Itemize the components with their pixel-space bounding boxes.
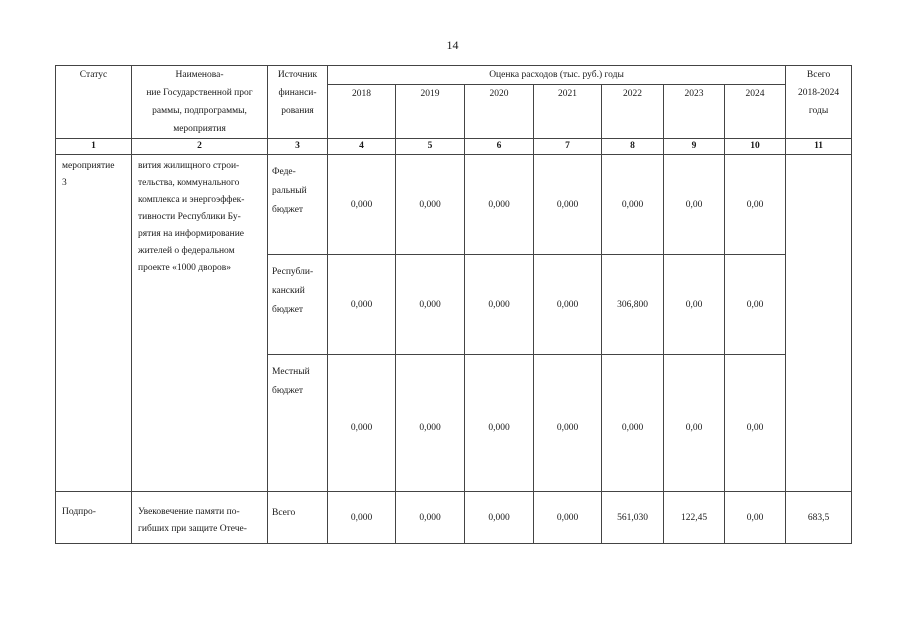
header-year-2021: 2021 — [534, 85, 602, 139]
col-number: 9 — [664, 139, 725, 155]
value-cell: 0,000 — [396, 355, 465, 492]
value-cell: 0,000 — [396, 492, 465, 544]
row-total: 683,5 — [786, 492, 852, 544]
header-status: Статус — [56, 66, 132, 139]
value-cell: 0,000 — [534, 155, 602, 255]
value-cell: 561,030 — [602, 492, 664, 544]
col-number: 4 — [328, 139, 396, 155]
value-cell: 0,000 — [396, 255, 465, 355]
value-cell: 0,000 — [534, 355, 602, 492]
source-total: Всего — [268, 492, 328, 544]
col-number: 10 — [725, 139, 786, 155]
value-cell: 0,000 — [328, 355, 396, 492]
value-cell: 0,00 — [725, 355, 786, 492]
value-cell: 0,00 — [664, 255, 725, 355]
header-year-2018: 2018 — [328, 85, 396, 139]
header-expenses: Оценка расходов (тыс. руб.) годы — [328, 66, 786, 85]
value-cell: 0,000 — [602, 155, 664, 255]
value-cell: 0,000 — [534, 255, 602, 355]
col-number: 11 — [786, 139, 852, 155]
value-cell: 0,00 — [664, 355, 725, 492]
col-number: 6 — [465, 139, 534, 155]
source-republican-budget: Республи- канский бюджет — [268, 255, 328, 355]
value-cell: 0,000 — [328, 155, 396, 255]
row-total-empty — [786, 155, 852, 492]
col-number: 8 — [602, 139, 664, 155]
budget-table — [55, 65, 852, 544]
value-cell: 0,00 — [664, 155, 725, 255]
value-cell: 0,000 — [465, 155, 534, 255]
value-cell: 122,45 — [664, 492, 725, 544]
value-cell: 0,000 — [328, 255, 396, 355]
value-cell: 0,000 — [602, 355, 664, 492]
value-cell: 0,000 — [396, 155, 465, 255]
value-cell: 0,000 — [534, 492, 602, 544]
value-cell: 0,00 — [725, 492, 786, 544]
page-number: 14 — [446, 38, 459, 52]
value-cell: 306,800 — [602, 255, 664, 355]
row-name: Увековечение памяти по- гибших при защите Отече- — [132, 492, 268, 544]
header-year-2022: 2022 — [602, 85, 664, 139]
value-cell: 0,000 — [465, 355, 534, 492]
table-row — [56, 492, 852, 544]
value-cell: 0,00 — [725, 255, 786, 355]
row-status: Подпро- — [56, 492, 132, 544]
source-federal-budget: Феде- ральный бюджет — [268, 155, 328, 255]
row-name: вития жилищного строи- тельства, коммунального комплекса и энергоэффек- тивности Республики Бу- рятия на информирование жителей о федеральном проекте «1000 дворов» — [132, 155, 268, 492]
header-source: Источник финанси- рования — [268, 66, 328, 139]
col-number: 1 — [56, 139, 132, 155]
col-number: 2 — [132, 139, 268, 155]
header-year-2024: 2024 — [725, 85, 786, 139]
col-number: 5 — [396, 139, 465, 155]
header-name: Наименова- ние Государственной прог раммы, подпрограммы, мероприятия — [132, 66, 268, 139]
row-status: мероприятие 3 — [56, 155, 132, 492]
column-numbers-row — [56, 139, 852, 155]
header-year-2019: 2019 — [396, 85, 465, 139]
value-cell: 0,000 — [328, 492, 396, 544]
col-number: 7 — [534, 139, 602, 155]
table-row — [56, 155, 852, 255]
header-year-2020: 2020 — [465, 85, 534, 139]
value-cell: 0,00 — [725, 155, 786, 255]
header-total: Всего 2018-2024 годы — [786, 66, 852, 139]
source-local-budget: Местный бюджет — [268, 355, 328, 492]
value-cell: 0,000 — [465, 255, 534, 355]
value-cell: 0,000 — [465, 492, 534, 544]
col-number: 3 — [268, 139, 328, 155]
header-year-2023: 2023 — [664, 85, 725, 139]
